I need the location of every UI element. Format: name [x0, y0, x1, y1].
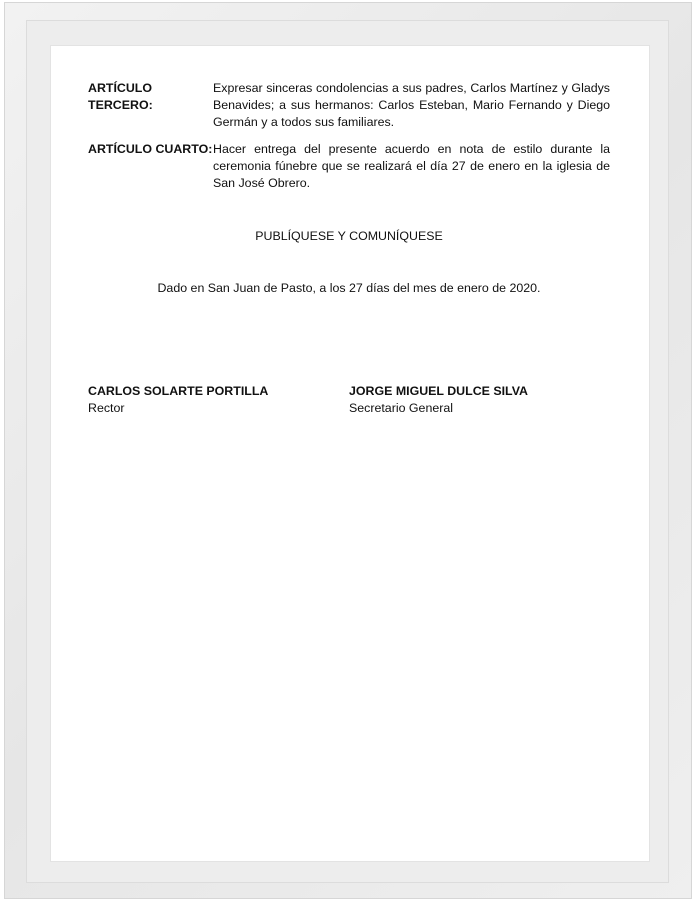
article-text: Expresar sinceras condolencias a sus padres, Carlos Martínez y Gladys Benavides; a sus hermanos: Carlos Esteban, Mario Fernando y Diego Germán y a todos sus familiares. [213, 81, 610, 129]
article-label: ARTÍCULO CUARTO: [88, 142, 213, 156]
article-text: Hacer entrega del presente acuerdo en nota de estilo durante la ceremonia fúnebre que se realizará el día 27 de enero en la iglesia de San José Obrero. [213, 142, 610, 190]
article-cuarto [88, 141, 610, 192]
signer-name: JORGE MIGUEL DULCE SILVA [349, 384, 528, 398]
document-content [88, 80, 610, 417]
closing-statement: PUBLÍQUESE Y COMUNÍQUESE [255, 229, 443, 243]
article-tercero [88, 80, 610, 131]
signer-role: Rector [88, 401, 125, 415]
signer-name: CARLOS SOLARTE PORTILLA [88, 384, 269, 398]
article-label: ARTÍCULO TERCERO: [88, 81, 153, 112]
signature-block [88, 383, 610, 417]
signer-role: Secretario General [349, 401, 453, 415]
signature-secretary [349, 383, 610, 417]
signature-rector [88, 383, 349, 417]
date-place-statement: Dado en San Juan de Pasto, a los 27 días del mes de enero de 2020. [157, 281, 541, 295]
